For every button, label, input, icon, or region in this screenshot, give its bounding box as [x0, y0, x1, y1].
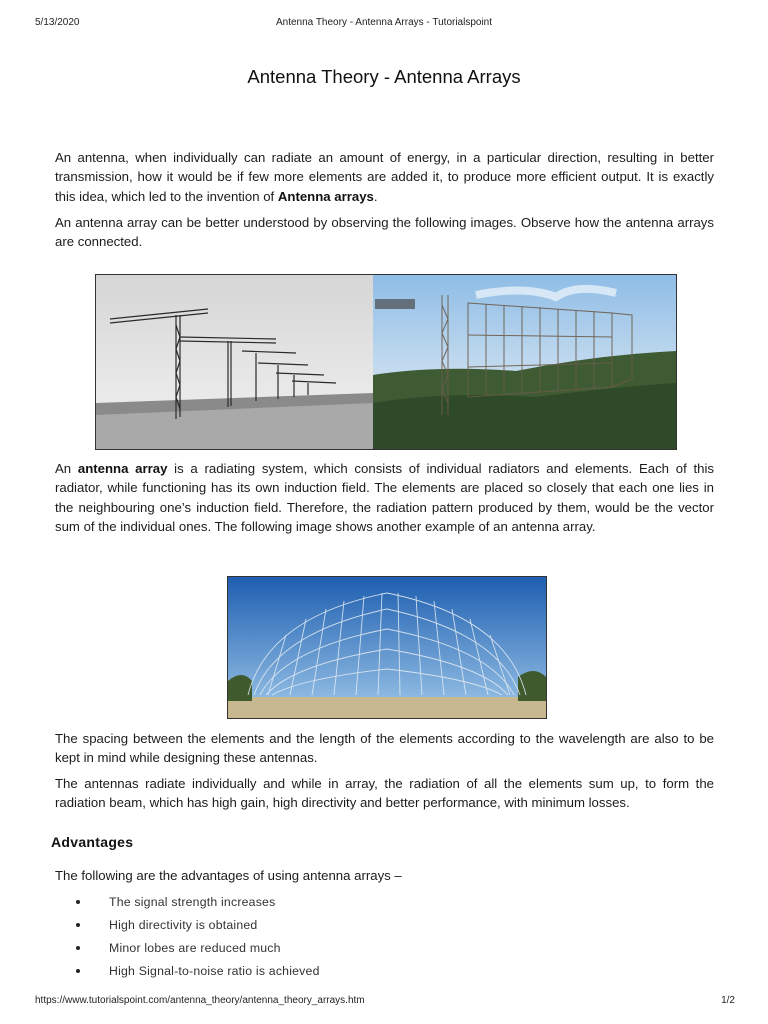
list-item — [55, 893, 320, 916]
advantages-intro: The following are the advantages of using antenna arrays – — [55, 868, 402, 883]
definition-bold-term: antenna array — [77, 461, 168, 476]
intro-bold-term: Antenna arrays — [277, 188, 374, 204]
print-url: https://www.tutorialspoint.com/antenna_theory/antenna_theory_arrays.htm — [35, 995, 365, 1006]
spacing-paragraph: The spacing between the elements and the length of the elements according to the wavelength are also to be kept in mind while designing these antennas. — [55, 731, 714, 766]
print-page-title: Antenna Theory - Antenna Arrays - Tutorialspoint — [275, 17, 493, 28]
list-item — [55, 962, 320, 985]
advantages-list — [55, 893, 320, 985]
bullet-icon — [76, 923, 80, 927]
advantages-heading: Advantages — [51, 834, 134, 850]
bullet-icon — [76, 946, 80, 950]
curved-antenna-array-photo — [227, 576, 547, 719]
list-item — [55, 939, 320, 962]
intro-end: . — [373, 188, 378, 204]
list-item-text: High Signal-to-noise ratio is achieved — [109, 964, 320, 978]
curved-array-illustration — [228, 577, 546, 718]
antenna-arrays-photo — [95, 274, 677, 450]
definition-text: is a radiating system, which consists of individual radiators and elements. Each of this radiator, while functioning has its own induction field. The elements are placed so closely that each one lies in the neighbouring one’s induction field. Therefore, the radiation pattern produced by them, would be the vector sum of the individual ones. The following image shows another example of an antenna array. — [55, 461, 714, 535]
intro-text: An antenna, when individually can radiate an amount of energy, in a particular direction, resulting in better transmission, how it would be if few more elements are added it, to produce more efficient output. It is exactly this idea, which led to the invention of — [55, 150, 714, 204]
definition-start: An — [55, 461, 78, 476]
page-title: Antenna Theory - Antenna Arrays — [247, 66, 521, 87]
bullet-icon — [76, 900, 80, 904]
radiation-paragraph: The antennas radiate individually and while in array, the radiation of all the elements sum up, to form the radiation beam, which has high gain, high directivity and better performance, with minimum losses. — [55, 776, 714, 811]
antenna-arrays-illustration — [96, 275, 676, 449]
observe-paragraph: An antenna array can be better understood by observing the following images. Observe how the antenna arrays are connected. — [55, 215, 714, 250]
intro-paragraph — [55, 148, 714, 206]
list-item-text: Minor lobes are reduced much — [109, 941, 281, 955]
definition-paragraph — [55, 459, 714, 537]
bullet-icon — [76, 969, 80, 973]
list-item-text: The signal strength increases — [109, 895, 276, 909]
list-item — [55, 916, 320, 939]
list-item-text: High directivity is obtained — [109, 918, 258, 932]
print-page-number: 1/2 — [721, 995, 735, 1006]
print-date: 5/13/2020 — [35, 17, 80, 28]
